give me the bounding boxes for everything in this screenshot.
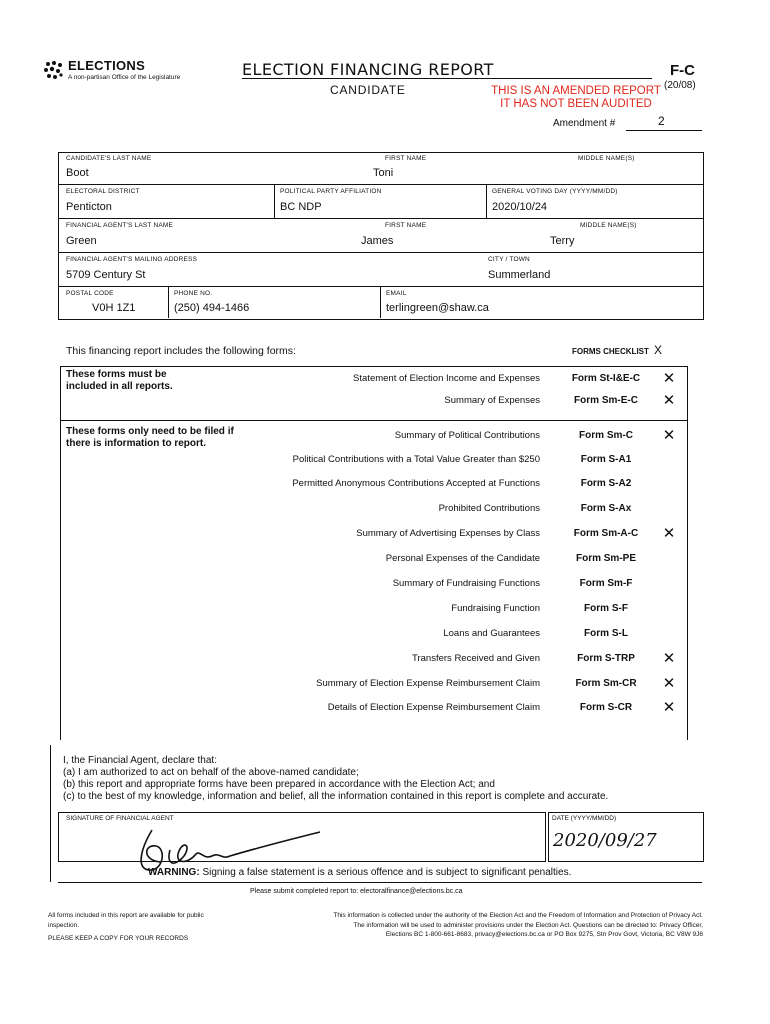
form-row-code: Form Sm-C: [579, 430, 633, 441]
declaration-line-2: (a) I am authorized to act on behalf of the above-named candidate;: [63, 767, 359, 778]
form-row-code: Form S-Ax: [580, 503, 632, 514]
forms-checklist-label: FORMS CHECKLIST: [572, 347, 649, 356]
divider: [274, 184, 275, 218]
privacy-line-2: The information will be used to administer provisions under the Election Act. Questions can be directed to: Privacy Officer,: [353, 921, 703, 929]
form-row-name: Summary of Political Contributions: [394, 430, 540, 441]
form-row-name: Political Contributions with a Total Value Greater than $250: [292, 454, 540, 465]
agent-middle-names-label: MIDDLE NAME(S): [580, 222, 637, 229]
candidate-first-name-field[interactable]: Toni: [373, 167, 394, 179]
phone-field[interactable]: (250) 494-1466: [174, 302, 250, 314]
form-row-code: Form S-L: [584, 628, 628, 639]
privacy-notice: [240, 911, 703, 940]
form-row-code: Form S-F: [584, 603, 628, 614]
signature-label: SIGNATURE OF FINANCIAL AGENT: [66, 815, 174, 822]
form-version: (20/08): [664, 80, 696, 91]
phone-label: PHONE NO.: [174, 290, 213, 297]
forms-checklist-mark: X: [654, 343, 663, 357]
form-row-code: Form Sm-E-C: [574, 395, 638, 406]
form-row-checkbox[interactable]: ✕: [662, 650, 676, 667]
declaration-line-3: (b) this report and appropriate forms have been prepared in accordance with the Election Act; and: [63, 779, 495, 790]
agent-middle-names-field[interactable]: Terry: [550, 235, 575, 247]
form-row-name: Summary of Expenses: [444, 395, 540, 406]
party-label: POLITICAL PARTY AFFILIATION: [280, 188, 382, 195]
title-underline: [242, 78, 652, 79]
divider: [58, 218, 703, 219]
candidate-first-name-label: FIRST NAME: [385, 155, 427, 162]
form-row-code: Form S-A2: [580, 478, 632, 489]
agent-last-name-label: FINANCIAL AGENT'S LAST NAME: [66, 222, 174, 229]
email-field[interactable]: terlingreen@shaw.ca: [386, 302, 489, 314]
declaration-bottom-border: [58, 882, 702, 883]
agent-city-field[interactable]: Summerland: [488, 269, 551, 281]
voting-day-field[interactable]: 2020/10/24: [492, 201, 548, 213]
postal-code-field[interactable]: V0H 1Z1: [92, 302, 136, 314]
form-row-checkbox[interactable]: ✕: [662, 675, 676, 692]
agent-address-label: FINANCIAL AGENT'S MAILING ADDRESS: [66, 256, 198, 263]
district-label: ELECTORAL DISTRICT: [66, 188, 140, 195]
amendment-number[interactable]: 2: [658, 114, 665, 128]
candidate-last-name-field[interactable]: Boot: [66, 167, 89, 179]
form-row-code: Form S-TRP: [577, 653, 635, 664]
org-tagline: A non-partisan Office of the Legislature: [68, 74, 181, 81]
declaration-left-border: [50, 745, 51, 882]
divider: [58, 184, 703, 185]
keep-copy-note: PLEASE KEEP A COPY FOR YOUR RECORDS: [48, 935, 189, 942]
page-subtitle: CANDIDATE: [330, 83, 406, 97]
agent-last-name-field[interactable]: Green: [66, 235, 97, 247]
amended-notice: [478, 85, 674, 111]
agent-address-field[interactable]: 5709 Century St: [66, 269, 146, 281]
form-row-code: Form Sm-PE: [575, 553, 636, 564]
forms-right-border: [687, 366, 688, 740]
form-row-checkbox[interactable]: ✕: [662, 370, 676, 387]
form-row-code: Form Sm-A-C: [573, 528, 639, 539]
form-row-code: Form Sm-F: [579, 578, 633, 589]
form-row-name: Permitted Anonymous Contributions Accepted at Functions: [292, 478, 540, 489]
agent-city-label: CITY / TOWN: [488, 256, 530, 263]
form-row-name: Prohibited Contributions: [438, 503, 540, 514]
form-row-checkbox[interactable]: ✕: [662, 392, 676, 409]
date-label: DATE (YYYY/MM/DD): [552, 815, 617, 822]
amendment-underline: [626, 130, 702, 131]
form-row-code: Form St-I&E-C: [571, 373, 641, 384]
group-divider: [60, 420, 688, 421]
amendment-label: Amendment #: [553, 118, 616, 129]
agent-first-name-field[interactable]: James: [361, 235, 394, 247]
warning-text: [148, 867, 571, 878]
page-title: ELECTION FINANCING REPORT: [242, 60, 494, 79]
form-row-code: Form Sm-CR: [575, 678, 637, 689]
form-row-name: Summary of Fundraising Functions: [392, 578, 540, 589]
form-row-name: Loans and Guarantees: [443, 628, 540, 639]
elections-logo-icon: [42, 60, 66, 82]
candidate-last-name-label: CANDIDATE'S LAST NAME: [66, 155, 152, 162]
public-inspection-note: All forms included in this report are available for public inspection.: [48, 912, 204, 929]
agent-first-name-label: FIRST NAME: [385, 222, 427, 229]
postal-code-label: POSTAL CODE: [66, 290, 114, 297]
declaration-line-1: I, the Financial Agent, declare that:: [63, 755, 217, 766]
divider: [486, 184, 487, 218]
form-row-name: Personal Expenses of the Candidate: [385, 553, 540, 564]
org-name: ELECTIONS: [68, 58, 146, 73]
form-row-code: Form S-A1: [580, 454, 632, 465]
form-code: F-C: [670, 62, 695, 79]
amended-line-1: THIS IS AN AMENDED REPORT: [491, 85, 661, 97]
warning-label: WARNING:: [148, 867, 200, 878]
declaration-line-4: (c) to the best of my knowledge, information and belief, all the information contained in this report is complete and accurate.: [63, 791, 609, 802]
signature-date[interactable]: 2020/09/27: [553, 830, 657, 851]
party-field[interactable]: BC NDP: [280, 201, 322, 213]
form-row-code: Form S-CR: [579, 702, 633, 713]
form-row-name: Statement of Election Income and Expenses: [353, 373, 540, 384]
warning-message: Signing a false statement is a serious offence and is subject to significant penalties.: [199, 867, 572, 878]
voting-day-label: GENERAL VOTING DAY (YYYY/MM/DD): [492, 188, 618, 195]
forms-left-border: [60, 366, 61, 740]
forms-intro: This financing report includes the following forms:: [66, 345, 296, 357]
district-field[interactable]: Penticton: [66, 201, 112, 213]
form-row-name: Details of Election Expense Reimbursement Claim: [327, 702, 540, 713]
required-forms-note: These forms must be included in all reports.: [66, 369, 173, 392]
divider: [58, 252, 703, 253]
forms-top-border: [60, 366, 688, 367]
email-label: EMAIL: [386, 290, 407, 297]
amended-line-2: IT HAS NOT BEEN AUDITED: [500, 98, 652, 110]
form-row-checkbox[interactable]: ✕: [662, 525, 676, 542]
privacy-line-3: Elections BC 1-800-661-8683, privacy@elections.bc.ca or PO Box 9275, Stn Prov Govt, Victoria, BC V8W 9J6: [385, 931, 703, 938]
candidate-middle-names-label: MIDDLE NAME(S): [578, 155, 635, 162]
submit-instructions: Please submit completed report to: electoralfinance@elections.bc.ca: [250, 888, 463, 895]
divider: [168, 286, 169, 318]
form-row-checkbox[interactable]: ✕: [662, 427, 676, 444]
optional-forms-note: These forms only need to be filed if there is information to report.: [66, 426, 234, 449]
footer-left: [48, 911, 228, 944]
form-row-name: Summary of Election Expense Reimbursement Claim: [316, 678, 540, 689]
form-row-checkbox[interactable]: ✕: [662, 699, 676, 716]
form-row-name: Transfers Received and Given: [412, 653, 540, 664]
divider: [380, 286, 381, 318]
form-row-name: Fundraising Function: [451, 603, 540, 614]
form-row-name: Summary of Advertising Expenses by Class: [356, 528, 540, 539]
privacy-line-1: This information is collected under the authority of the Election Act and the Freedom of Information and Protection of Privacy Act.: [333, 912, 703, 919]
